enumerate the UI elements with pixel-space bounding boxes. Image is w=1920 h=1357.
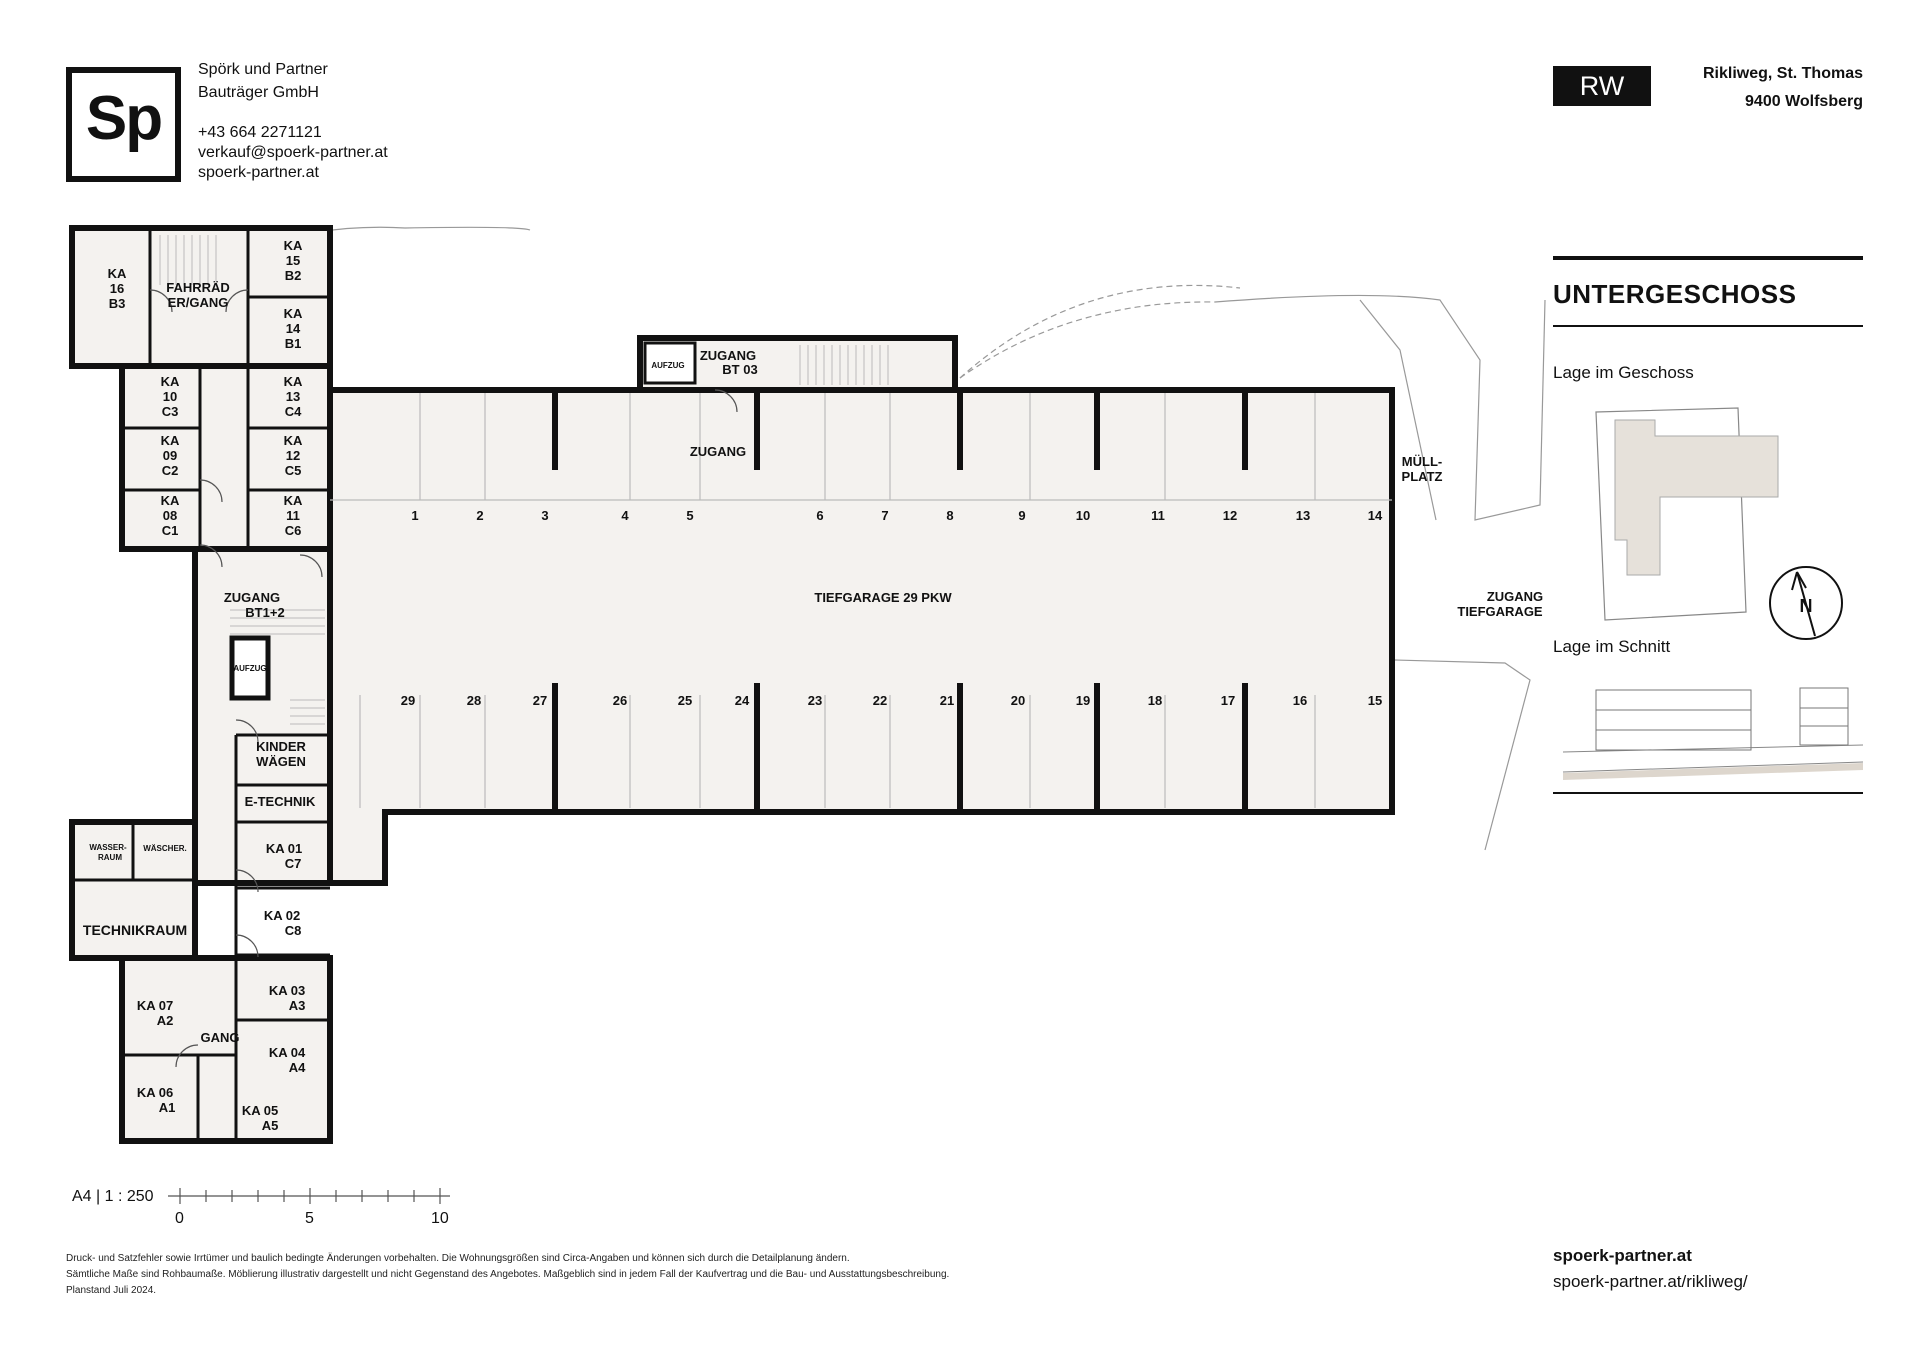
aufzug-left-label: AUFZUG <box>233 664 267 673</box>
section-title: UNTERGESCHOSS <box>1553 279 1797 309</box>
zugang-bt12-line1: ZUGANG <box>223 590 281 605</box>
disclaimer-line2: Sämtliche Maße sind Rohbaumaße. Möblierung illustrativ dargestellt und nicht Gegenstand des Angebotes. Maßgeblich sind in jedem Fall der Kaufvertrag und die Bau- und Ausstattungsbeschreibung. <box>66 1269 950 1280</box>
ka03-label: KA 03 <box>268 983 306 998</box>
parking-space-28: 28 <box>466 693 482 708</box>
ka14-ka: KA <box>283 306 303 321</box>
zugang-tg-line1: ZUGANG <box>1486 589 1544 604</box>
parking-space-25: 25 <box>677 693 693 708</box>
ka03-unit: A3 <box>288 998 306 1013</box>
parking-space-14: 14 <box>1367 508 1383 523</box>
ka12-unit: C5 <box>284 463 302 478</box>
kinder-line2: WÄGEN <box>256 754 306 769</box>
company-line1: Spörk und Partner <box>198 61 328 78</box>
zugang-bt03-line2: BT 03 <box>722 362 758 377</box>
wasser-line1: WASSER- <box>89 843 127 852</box>
parking-space-16: 16 <box>1292 693 1308 708</box>
parking-space-10: 10 <box>1075 508 1091 523</box>
website-link[interactable]: spoerk-partner.at <box>1553 1246 1692 1265</box>
scale-bar <box>168 1188 450 1204</box>
parking-space-9: 9 <box>1018 508 1026 523</box>
technikraum-label: TECHNIKRAUM <box>82 922 188 938</box>
parking-space-23: 23 <box>807 693 823 708</box>
parking-space-19: 19 <box>1075 693 1091 708</box>
parking-space-4: 4 <box>621 508 629 523</box>
ka04-unit: A4 <box>288 1060 306 1075</box>
zugang-bt03-line1: ZUGANG <box>699 348 757 363</box>
waescher-label: WÄSCHER. <box>143 844 187 853</box>
ka12-ka: KA <box>283 433 303 448</box>
ka16-num: 16 <box>109 281 125 296</box>
fahrrad-line2: ER/GANG <box>167 295 229 310</box>
zugang-tg-line2: TIEFGARAGE <box>1457 604 1543 619</box>
ka15-ka: KA <box>283 238 303 253</box>
parking-space-18: 18 <box>1147 693 1163 708</box>
scale-tick-5: 5 <box>305 1210 314 1227</box>
parking-space-22: 22 <box>872 693 888 708</box>
garage-label: TIEFGARAGE 29 PKW <box>814 590 952 605</box>
parking-space-5: 5 <box>686 508 694 523</box>
ka01-unit: C7 <box>284 856 302 871</box>
ka07-unit: A2 <box>156 1013 174 1028</box>
ka08-num: 08 <box>162 508 178 523</box>
scale-label: A4 | 1 : 250 <box>72 1188 154 1205</box>
ka01-label: KA 01 <box>265 841 303 856</box>
email-text: verkauf@spoerk-partner.at <box>198 144 388 161</box>
ka10-unit: C3 <box>161 404 179 419</box>
location-section-label: Lage im Schnitt <box>1553 637 1671 656</box>
zugang-label: ZUGANG <box>689 444 747 459</box>
parking-space-8: 8 <box>946 508 954 523</box>
ka02-unit: C8 <box>284 923 302 938</box>
parking-space-17: 17 <box>1220 693 1236 708</box>
ka06-label: KA 06 <box>136 1085 174 1100</box>
ka16-unit: B3 <box>108 296 126 311</box>
parking-space-6: 6 <box>816 508 824 523</box>
ka15-num: 15 <box>285 253 301 268</box>
location-floor-label: Lage im Geschoss <box>1553 363 1694 382</box>
ka08-unit: C1 <box>161 523 179 538</box>
north-label: N <box>1799 596 1813 616</box>
ka14-num: 14 <box>285 321 301 336</box>
parking-space-24: 24 <box>734 693 750 708</box>
ka11-unit: C6 <box>284 523 302 538</box>
ka11-num: 11 <box>286 508 300 523</box>
project-badge: RW <box>1553 66 1651 106</box>
ka10-num: 10 <box>162 389 178 404</box>
ka15-unit: B2 <box>284 268 302 283</box>
ka10-ka: KA <box>160 374 180 389</box>
ka04-label: KA 04 <box>268 1045 306 1060</box>
scale-tick-10: 10 <box>431 1210 449 1227</box>
parking-space-20: 20 <box>1010 693 1026 708</box>
disclaimer <box>66 1251 949 1299</box>
ka16-ka: KA <box>107 266 127 281</box>
parking-space-1: 1 <box>411 508 419 523</box>
ka11-ka: KA <box>283 493 303 508</box>
parking-space-13: 13 <box>1295 508 1311 523</box>
scale-tick-0: 0 <box>175 1210 184 1227</box>
muell-line2: PLATZ <box>1401 469 1443 484</box>
ka13-num: 13 <box>285 389 301 404</box>
project-website-link[interactable]: spoerk-partner.at/rikliweg/ <box>1553 1272 1748 1291</box>
ka02-label: KA 02 <box>263 908 301 923</box>
zugang-bt12-line2: BT1+2 <box>245 605 285 620</box>
phone-text: +43 664 2271121 <box>198 124 322 141</box>
parking-space-11: 11 <box>1151 508 1165 523</box>
ka09-ka: KA <box>160 433 180 448</box>
aufzug-bt03-label: AUFZUG <box>651 361 685 370</box>
parking-space-12: 12 <box>1222 508 1238 523</box>
gang-label: GANG <box>200 1030 240 1045</box>
ka07-label: KA 07 <box>136 998 174 1013</box>
ka09-num: 09 <box>162 448 178 463</box>
address-line2: 9400 Wolfsberg <box>1745 93 1863 110</box>
ka05-label: KA 05 <box>241 1103 279 1118</box>
logo-text: Sp <box>85 84 162 153</box>
muell-line1: MÜLL- <box>1401 454 1443 469</box>
section-thumbnail <box>1563 688 1863 780</box>
fahrrad-line1: FAHRRÄD <box>166 280 230 295</box>
company-line2: Bauträger GmbH <box>198 84 319 101</box>
etechnik-label: E-TECHNIK <box>244 794 316 809</box>
parking-space-21: 21 <box>939 693 955 708</box>
ka13-unit: C4 <box>284 404 302 419</box>
address-line1: Rikliweg, St. Thomas <box>1702 65 1863 82</box>
parking-space-2: 2 <box>476 508 484 523</box>
ka05-unit: A5 <box>261 1118 279 1133</box>
parking-space-27: 27 <box>532 693 548 708</box>
parking-space-15: 15 <box>1367 693 1383 708</box>
ka06-unit: A1 <box>158 1100 176 1115</box>
disclaimer-line3: Planstand Juli 2024. <box>66 1285 157 1296</box>
website-text: spoerk-partner.at <box>198 164 319 181</box>
disclaimer-line1: Druck- und Satzfehler sowie Irrtümer und baulich bedingte Änderungen vorbehalten. Die Wohnungsgrößen sind Circa-Angaben und können sich durch die Detailplanung ändern. <box>66 1253 850 1264</box>
ka14-unit: B1 <box>284 336 302 351</box>
wasser-line2: RAUM <box>98 853 122 862</box>
ka13-ka: KA <box>283 374 303 389</box>
parking-space-3: 3 <box>541 508 549 523</box>
parking-space-7: 7 <box>881 508 889 523</box>
parking-space-29: 29 <box>400 693 416 708</box>
kinder-line1: KINDER <box>256 739 306 754</box>
ka09-unit: C2 <box>161 463 179 478</box>
parking-space-26: 26 <box>612 693 628 708</box>
ka12-num: 12 <box>285 448 301 463</box>
ka08-ka: KA <box>160 493 180 508</box>
